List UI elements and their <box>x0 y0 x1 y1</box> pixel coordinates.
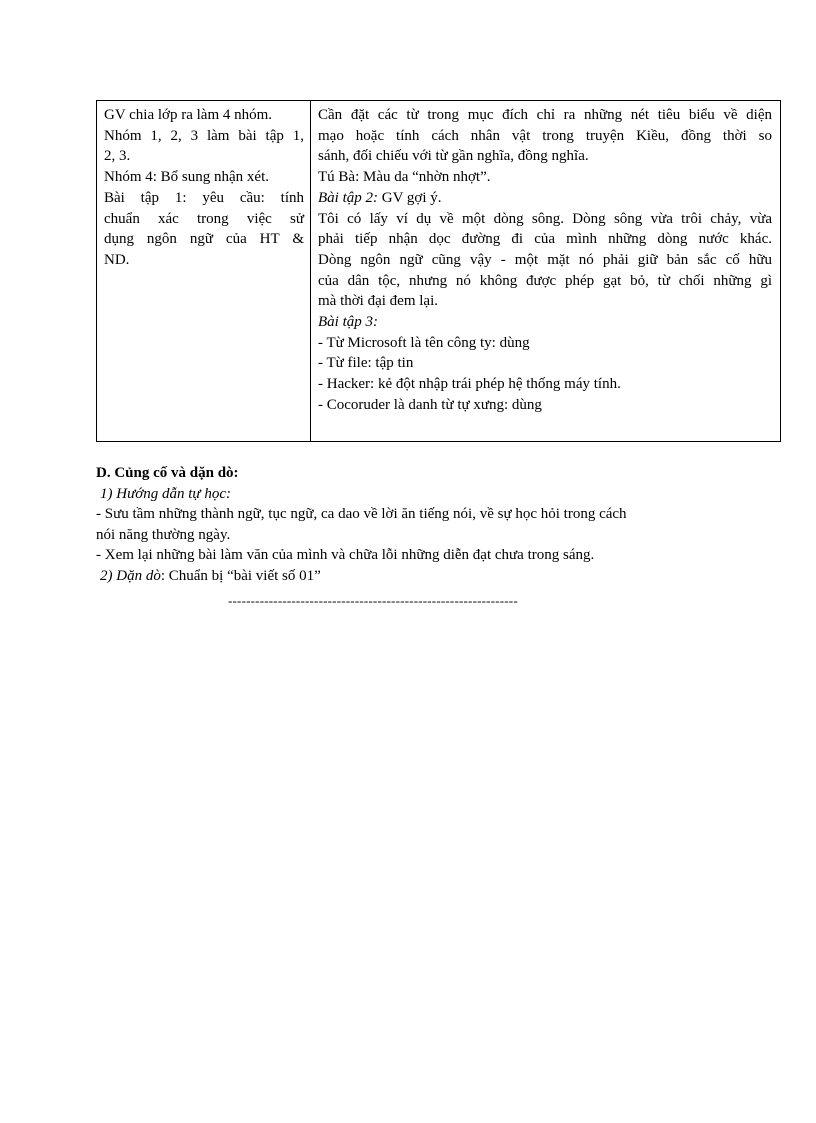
text-line: 2, 3. <box>104 148 131 165</box>
exercise-2-label: Bài tập 2: <box>318 189 378 206</box>
text-line: mạo hoặc tính cách nhân vật trong truyện Kiều, đồng thời so <box>318 127 772 144</box>
exercise-3-label: Bài tập 3: <box>318 314 378 331</box>
text-line: chuẩn xác trong việc sử <box>104 210 304 227</box>
text-line: - Xem lại những bài làm văn của mình và chữa lỗi những diễn đạt chưa trong sáng. <box>96 547 595 563</box>
lesson-table <box>96 100 781 442</box>
text-line: sánh, đối chiếu với từ gần nghĩa, đồng nghĩa. <box>318 148 589 165</box>
reminder-line <box>96 566 736 587</box>
text-line: Nhóm 4: Bổ sung nhận xét. <box>104 169 269 186</box>
text-line: - Sưu tầm những thành ngữ, tục ngữ, ca dao về lời ăn tiếng nói, về sự học hỏi trong cách <box>96 506 627 522</box>
text-line: Tú Bà: Màu da “nhờn nhợt”. <box>318 169 491 186</box>
text-line: Dòng ngôn ngữ cũng vậy - một mặt nó phải giữ bản sắc cố hữu <box>318 251 772 268</box>
text-line: Cần đặt các từ trong mục đích chỉ ra những nét tiêu biểu về diện <box>318 107 772 123</box>
text-line: - Cocoruder là danh từ tự xưng: dùng <box>318 396 542 413</box>
text-line: của dân tộc, nhưng nó không được phép gạt bỏ, từ chối những gì <box>318 272 772 289</box>
reminder-text: : Chuẩn bị “bài viết số 01” <box>160 567 321 584</box>
text-line: - Từ file: tập tin <box>318 355 414 372</box>
text-line: Tôi có lấy ví dụ về một dòng sông. Dòng sông vừa trôi chảy, vừa <box>318 210 772 227</box>
text-line: nói năng thường ngày. <box>96 526 231 543</box>
text-line: Bài tập 1: yêu cầu: tính <box>104 189 304 206</box>
content-cell <box>311 101 780 441</box>
text-line: GV chia lớp ra làm 4 nhóm. <box>104 107 273 123</box>
self-study-label: 1) Hướng dẫn tự học: <box>100 485 232 502</box>
text-line: - Từ Microsoft là tên công ty: dùng <box>318 334 530 351</box>
teacher-activity-cell <box>97 101 311 441</box>
text-line: dụng ngôn ngữ của HT & <box>104 231 304 248</box>
exercise-2-line <box>318 188 772 209</box>
text-line: Nhóm 1, 2, 3 làm bài tập 1, <box>104 127 304 144</box>
text-line: ND. <box>104 251 130 268</box>
text-line: mà thời đại đem lại. <box>318 293 438 310</box>
summary-section <box>96 463 736 586</box>
text-line: - Hacker: kẻ đột nhập trái phép hệ thống máy tính. <box>318 376 621 393</box>
section-heading: D. Củng cố và dặn dò: <box>96 465 239 481</box>
reminder-label: 2) Dặn dò <box>100 567 161 584</box>
divider-line: ---------------------------------------------------------------- <box>228 593 518 608</box>
exercise-2-text: GV gợi ý. <box>381 189 442 206</box>
text-line: phải tiếp nhận dọc đường đi của mình những dòng nước khác. <box>318 231 772 248</box>
